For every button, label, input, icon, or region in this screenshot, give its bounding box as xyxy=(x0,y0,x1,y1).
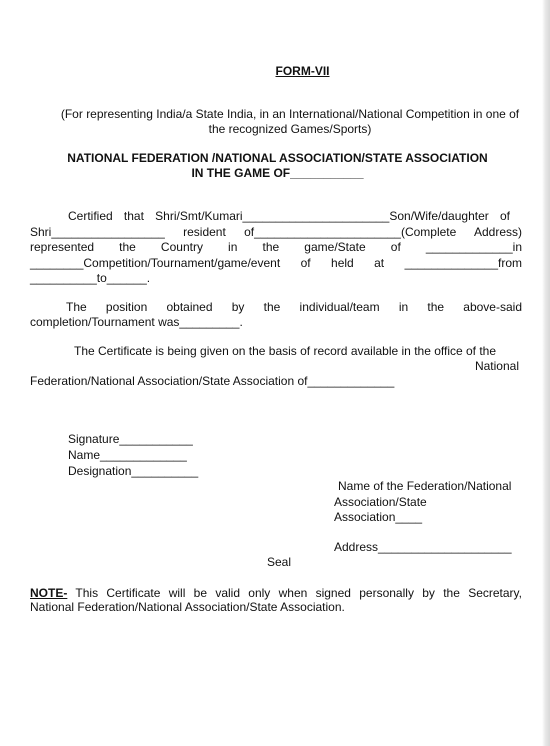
certify-line3: represented the Country in the game/State of _____________in xyxy=(30,240,522,254)
federation-name-line1: Name of the Federation/National xyxy=(338,479,512,493)
federation-name-line2: Association/State xyxy=(334,495,427,509)
form-heading-line1: NATIONAL FEDERATION /NATIONAL ASSOCIATION/STATE ASSOCIATION xyxy=(67,151,488,165)
basis-line3: Federation/National Association/State Association of_____________ xyxy=(30,374,395,388)
certify-line5: __________to______. xyxy=(30,271,151,285)
form-title: FORM-VII xyxy=(275,64,330,78)
note-line1 xyxy=(30,586,522,600)
form-subtitle-line1: (For representing India/a State India, in an International/National Competition in one of xyxy=(60,107,520,121)
basis-line2: National xyxy=(474,359,519,373)
note-line2: National Federation/National Association/State Association. xyxy=(30,600,345,614)
certify-line4: ________Competition/Tournament/game/event of held at ______________from xyxy=(30,256,522,270)
basis-line1: The Certificate is being given on the basis of record available in the office of the xyxy=(74,344,497,358)
position-line1: The position obtained by the individual/team in the above-said xyxy=(66,300,522,314)
note-label: NOTE- xyxy=(30,586,68,600)
note-text: This Certificate will be valid only when signed personally by the Secretary, xyxy=(67,586,522,600)
certify-line1: Certified that Shri/Smt/Kumari______________________Son/Wife/daughter of xyxy=(68,209,510,223)
signature-field: Signature___________ xyxy=(68,432,193,446)
designation-field: Designation__________ xyxy=(68,464,199,478)
form-subtitle-line2: the recognized Games/Sports) xyxy=(208,122,372,136)
federation-name-line3: Association____ xyxy=(334,510,423,524)
seal-label: Seal xyxy=(267,555,292,569)
name-field: Name_____________ xyxy=(68,448,187,462)
form-heading-line2: IN THE GAME OF___________ xyxy=(191,166,364,180)
address-field: Address____________________ xyxy=(334,540,512,554)
position-line2: completion/Tournament was_________. xyxy=(30,315,243,329)
certify-line2: Shri_________________ resident of______________________(Complete Address) xyxy=(30,225,522,239)
